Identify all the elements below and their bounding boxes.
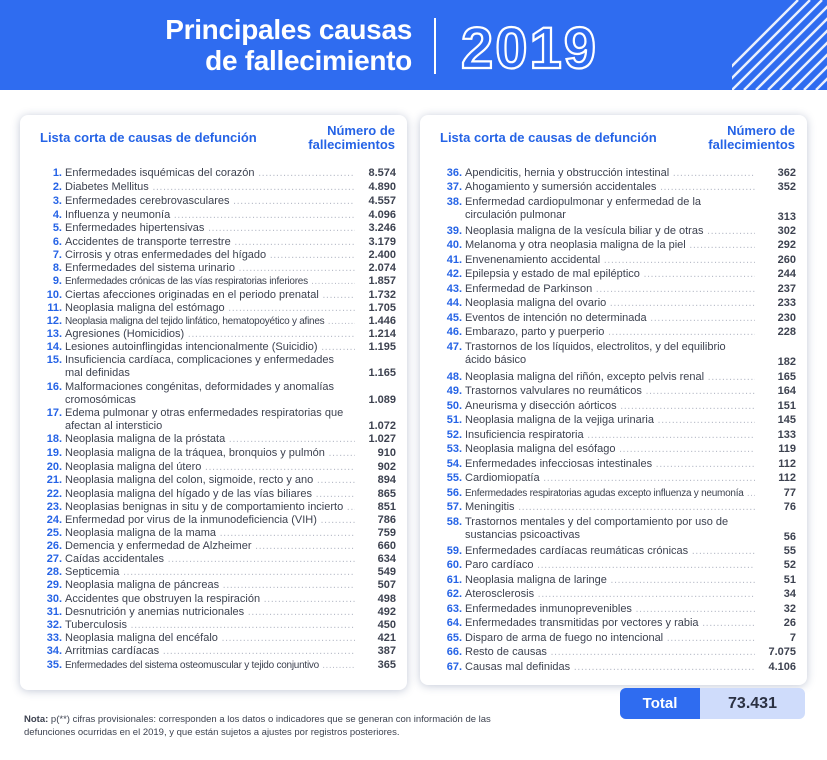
decorative-stripes <box>732 0 827 90</box>
column-header-count-line-2: fallecimientos <box>308 137 395 152</box>
row-value: 228 <box>777 326 796 338</box>
row-number: 8. <box>52 262 62 274</box>
footnote-label: Nota: <box>24 714 49 725</box>
row-number: 34. <box>46 645 62 657</box>
row-number: 40. <box>446 239 462 251</box>
row-label: Aneurisma y disección aórticos ..... <box>465 400 755 413</box>
row-value: 421 <box>377 632 396 644</box>
row-number: 32. <box>46 619 62 631</box>
causes-table-left <box>20 115 407 690</box>
row-value: 244 <box>777 268 796 280</box>
row-value: 1.446 <box>368 315 396 327</box>
row-value: 3.179 <box>368 236 396 248</box>
row-label: Neoplasia maligna del estómago ..... <box>65 302 355 315</box>
row-label: Lesiones autoinflingidas intencionalmente (Suicidio) ..... <box>65 341 355 354</box>
row-label: Enfermedades cardíacas reumáticas crónicas ..... <box>465 545 755 558</box>
row-label: Melanoma y otra neoplasia maligna de la piel ..... <box>465 239 755 252</box>
row-label: Apendicitis, hernia y obstrucción intestinal ..... <box>465 167 755 180</box>
row-number: 19. <box>46 447 62 459</box>
row-number: 37. <box>446 181 462 193</box>
row-value: 1.214 <box>368 328 396 340</box>
row-label: Enfermedades isquémicas del corazón ..... <box>65 167 355 180</box>
row-number: 15. <box>46 354 62 366</box>
row-label: Tuberculosis ..... <box>65 619 355 632</box>
column-header-count <box>285 124 395 152</box>
row-value: 1.857 <box>368 275 396 287</box>
row-value: 1.705 <box>368 302 396 314</box>
row-label: Trastornos de los líquidos, electrolitos, y del equilibrio ácido básico <box>465 341 726 366</box>
row-label: Epilepsia y estado de mal epiléptico ..... <box>465 268 755 281</box>
column-header-cause: Lista corta de causas de defunción <box>440 130 657 145</box>
row-label: Cardiomiopatía ..... <box>465 472 755 485</box>
row-value: 362 <box>777 167 796 179</box>
row-label: Insuficiencia respiratoria ..... <box>465 429 755 442</box>
row-value: 119 <box>778 443 796 455</box>
row-number: 35. <box>46 659 62 671</box>
row-number: 31. <box>46 606 62 618</box>
row-number: 29. <box>46 579 62 591</box>
row-number: 7. <box>52 249 62 261</box>
row-value: 151 <box>777 400 796 412</box>
row-number: 48. <box>446 371 462 383</box>
title-line-2: de fallecimiento <box>205 45 412 76</box>
row-label: Enfermedades inmunoprevenibles ..... <box>465 603 755 616</box>
row-number: 63. <box>446 603 462 615</box>
row-value: 634 <box>377 553 396 565</box>
row-value: 910 <box>377 447 396 459</box>
row-number: 27. <box>46 553 62 565</box>
row-value: 1.165 <box>368 367 396 379</box>
row-value: 51 <box>783 574 796 586</box>
column-header-count <box>685 124 795 152</box>
row-label: Neoplasia maligna del encéfalo ..... <box>65 632 355 645</box>
row-value: 32 <box>783 603 796 615</box>
row-value: 2.400 <box>368 249 396 261</box>
row-number: 23. <box>46 501 62 513</box>
row-label: Caídas accidentales ..... <box>65 553 355 566</box>
row-label: Enfermedad por virus de la inmunodeficiencia (VIH) ..... <box>65 514 355 527</box>
row-number: 46. <box>446 326 462 338</box>
row-number: 67. <box>446 661 462 673</box>
row-label: Disparo de arma de fuego no intencional ..... <box>465 632 755 645</box>
row-number: 58. <box>446 516 462 528</box>
row-value: 77 <box>783 487 796 499</box>
row-number: 11. <box>47 302 62 314</box>
row-number: 55. <box>446 472 462 484</box>
row-label: Neoplasia maligna de la mama ..... <box>65 527 355 540</box>
row-number: 39. <box>446 225 462 237</box>
row-value: 112 <box>778 472 796 484</box>
row-label: Trastornos valvulares no reumáticos ..... <box>465 385 755 398</box>
row-value: 133 <box>777 429 796 441</box>
row-value: 352 <box>777 181 796 193</box>
row-label: Accidentes de transporte terrestre ..... <box>65 236 355 249</box>
row-number: 13. <box>46 328 62 340</box>
row-value: 4.557 <box>368 195 396 207</box>
row-number: 57. <box>446 501 462 513</box>
row-label: Neoplasia maligna del esófago ..... <box>465 443 755 456</box>
row-number: 64. <box>446 617 462 629</box>
row-label: Neoplasia maligna de la vejiga urinaria ..... <box>465 414 755 427</box>
title-line-1: Principales causas <box>165 14 412 45</box>
total-box <box>620 688 805 719</box>
row-label: Paro cardíaco ..... <box>465 559 755 572</box>
row-number: 43. <box>446 283 462 295</box>
row-value: 786 <box>377 514 396 526</box>
row-value: 865 <box>377 488 396 500</box>
page-title <box>120 14 412 76</box>
row-value: 182 <box>777 356 796 368</box>
row-label: Edema pulmonar y otras enfermedades respiratorias que afectan al intersticio <box>65 407 344 432</box>
row-label: Enfermedades infecciosas intestinales ..... <box>465 458 755 471</box>
row-value: 387 <box>377 645 396 657</box>
row-value: 237 <box>777 283 796 295</box>
row-label: Neoplasia maligna del hígado y de las vías biliares ..... <box>65 488 355 501</box>
row-value: 549 <box>377 566 396 578</box>
row-number: 1. <box>52 167 62 179</box>
row-number: 60. <box>446 559 462 571</box>
row-number: 30. <box>46 593 62 605</box>
row-value: 112 <box>778 458 796 470</box>
row-number: 38. <box>446 196 462 208</box>
row-value: 851 <box>377 501 396 513</box>
row-label: Ciertas afecciones originadas en el periodo prenatal ..... <box>65 289 355 302</box>
row-label: Neoplasia maligna del colon, sigmoide, recto y ano ..... <box>65 474 355 487</box>
row-number: 17. <box>46 407 62 419</box>
row-label: Aterosclerosis ..... <box>465 588 755 601</box>
row-value: 492 <box>377 606 396 618</box>
row-label: Enfermedad cardiopulmonar y enfermedad de la circulación pulmonar <box>465 196 702 221</box>
total-value: 73.431 <box>728 695 777 712</box>
row-number: 20. <box>46 461 62 473</box>
causes-table-right <box>420 115 807 685</box>
row-number: 66. <box>446 646 462 658</box>
row-value: 894 <box>377 474 396 486</box>
row-value: 507 <box>377 579 396 591</box>
row-number: 24. <box>46 514 62 526</box>
row-label: Enfermedades cerebrovasculares ..... <box>65 195 355 208</box>
row-label: Embarazo, parto y puerperio ..... <box>465 326 755 339</box>
row-label: Enfermedad de Parkinson ..... <box>465 283 755 296</box>
row-number: 65. <box>446 632 462 644</box>
column-header-cause: Lista corta de causas de defunción <box>40 130 257 145</box>
row-value: 292 <box>777 239 796 251</box>
row-number: 52. <box>446 429 462 441</box>
row-label: Eventos de intención no determinada ..... <box>465 312 755 325</box>
row-value: 4.890 <box>368 181 396 193</box>
row-label: Neoplasia maligna de la próstata ..... <box>65 433 355 446</box>
row-number: 56. <box>446 487 462 499</box>
row-value: 2.074 <box>368 262 396 274</box>
row-value: 7 <box>789 632 796 644</box>
row-number: 4. <box>52 209 62 221</box>
row-label: Neoplasia maligna de páncreas ..... <box>65 579 355 592</box>
row-value: 145 <box>777 414 796 426</box>
column-header-count-line-2: fallecimientos <box>708 137 795 152</box>
row-value: 1.732 <box>368 289 396 301</box>
row-number: 33. <box>46 632 62 644</box>
row-number: 42. <box>446 268 462 280</box>
row-label: Arritmias cardíacas ..... <box>65 645 355 658</box>
row-label: Accidentes que obstruyen la respiración ..... <box>65 593 355 606</box>
row-value: 1.027 <box>368 433 396 445</box>
row-label: Desnutrición y anemias nutricionales ..... <box>65 606 355 619</box>
row-value: 1.195 <box>368 341 396 353</box>
row-number: 45. <box>446 312 462 324</box>
row-label: Enfermedades hipertensivas ..... <box>65 222 355 235</box>
row-value: 1.072 <box>368 420 396 432</box>
row-number: 12. <box>46 315 62 327</box>
column-header-count-line-1: Número de <box>327 123 395 138</box>
row-value: 233 <box>777 297 796 309</box>
total-label: Total <box>620 688 700 719</box>
row-number: 14. <box>46 341 62 353</box>
row-number: 16. <box>46 381 62 393</box>
row-number: 54. <box>446 458 462 470</box>
row-value: 8.574 <box>368 167 396 179</box>
row-label: Diabetes Mellitus ..... <box>65 181 355 194</box>
row-number: 41. <box>446 254 462 266</box>
row-value: 498 <box>377 593 396 605</box>
row-number: 47. <box>446 341 462 353</box>
row-value: 26 <box>783 617 796 629</box>
row-label: Agresiones (Homicidios) ..... <box>65 328 355 341</box>
row-value: 313 <box>777 211 796 223</box>
row-number: 44. <box>446 297 462 309</box>
header-divider <box>434 18 436 74</box>
row-number: 25. <box>46 527 62 539</box>
row-label: Neoplasia maligna del riñón, excepto pelvis renal ..... <box>465 371 755 384</box>
row-value: 365 <box>377 659 396 671</box>
row-label: Enfermedades del sistema osteomuscular y tejido conjuntivo ..... <box>65 659 355 672</box>
row-value: 34 <box>783 588 796 600</box>
row-value: 52 <box>783 559 796 571</box>
row-number: 28. <box>46 566 62 578</box>
header-banner <box>0 0 827 90</box>
row-value: 164 <box>777 385 796 397</box>
row-label: Enfermedades respiratorias agudas excepto influenza y neumonía ..... <box>465 487 755 500</box>
row-label: Demencia y enfermedad de Alzheimer ..... <box>65 540 355 553</box>
row-label: Neoplasias benignas in situ y de comportamiento incierto ..... <box>65 501 355 514</box>
row-value: 1.089 <box>368 394 396 406</box>
row-label: Causas mal definidas ..... <box>465 661 755 674</box>
row-label: Septicemia ..... <box>65 566 355 579</box>
row-value: 902 <box>377 461 396 473</box>
row-value: 759 <box>377 527 396 539</box>
row-label: Trastornos mentales y del comportamiento por uso de sustancias psicoactivas <box>465 516 729 541</box>
row-number: 21. <box>46 474 62 486</box>
row-label: Enfermedades del sistema urinario ..... <box>65 262 355 275</box>
row-label: Envenenamiento accidental ..... <box>465 254 755 267</box>
row-label: Neoplasia maligna del ovario ..... <box>465 297 755 310</box>
footnote <box>24 714 504 739</box>
row-value: 165 <box>777 371 796 383</box>
row-label: Resto de causas ..... <box>465 646 755 659</box>
row-number: 36. <box>446 167 462 179</box>
row-number: 5. <box>52 222 62 234</box>
row-value: 660 <box>377 540 396 552</box>
row-label: Neoplasia maligna del útero ..... <box>65 461 355 474</box>
row-number: 3. <box>52 195 62 207</box>
year-outline <box>457 16 632 76</box>
row-number: 50. <box>446 400 462 412</box>
row-label: Meningitis ..... <box>465 501 755 514</box>
row-number: 26. <box>46 540 62 552</box>
row-label: Insuficiencia cardíaca, complicaciones y enfermedades mal definidas <box>65 354 335 379</box>
row-number: 49. <box>446 385 462 397</box>
row-label: Neoplasia maligna de la tráquea, bronquios y pulmón ..... <box>65 447 355 460</box>
row-number: 59. <box>446 545 462 557</box>
row-number: 6. <box>52 236 62 248</box>
row-number: 62. <box>446 588 462 600</box>
row-value: 4.096 <box>368 209 396 221</box>
row-label: Enfermedades transmitidas por vectores y rabia ..... <box>465 617 755 630</box>
row-number: 61. <box>446 574 462 586</box>
row-label: Ahogamiento y sumersión accidentales ..... <box>465 181 755 194</box>
row-number: 18. <box>46 433 62 445</box>
row-label: Influenza y neumonía ..... <box>65 209 355 222</box>
row-number: 10. <box>46 289 62 301</box>
row-number: 22. <box>46 488 62 500</box>
row-number: 51. <box>446 414 462 426</box>
row-label: Neoplasia maligna del tejido linfático, hematopoyético y afines ..... <box>65 315 355 328</box>
row-label: Malformaciones congénitas, deformidades y anomalías cromosómicas <box>65 381 335 406</box>
row-number: 9. <box>52 275 62 287</box>
row-value: 7.075 <box>768 646 796 658</box>
row-number: 53. <box>446 443 462 455</box>
row-label: Cirrosis y otras enfermedades del hígado ..... <box>65 249 355 262</box>
row-value: 302 <box>777 225 796 237</box>
row-value: 76 <box>783 501 796 513</box>
row-value: 450 <box>377 619 396 631</box>
footnote-text: p(**) cifras provisionales: corresponden a los datos o indicadores que se generan con información de las defunciones ocurridas en el 2019, y que están sujetos a ajustes por registros posteriores. <box>24 714 491 738</box>
row-value: 3.246 <box>368 222 396 234</box>
row-label: Neoplasia maligna de laringe ..... <box>465 574 755 587</box>
row-value: 260 <box>777 254 796 266</box>
row-value: 230 <box>777 312 796 324</box>
year-text: 2019 <box>461 16 599 76</box>
column-header-count-line-1: Número de <box>727 123 795 138</box>
row-value: 55 <box>783 545 796 557</box>
row-label: Neoplasia maligna de la vesícula biliar y de otras ..... <box>465 225 755 238</box>
row-value: 4.106 <box>768 661 796 673</box>
row-number: 2. <box>52 181 62 193</box>
row-value: 56 <box>783 531 796 543</box>
row-label: Enfermedades crónicas de las vías respiratorias inferiores ..... <box>65 275 355 288</box>
